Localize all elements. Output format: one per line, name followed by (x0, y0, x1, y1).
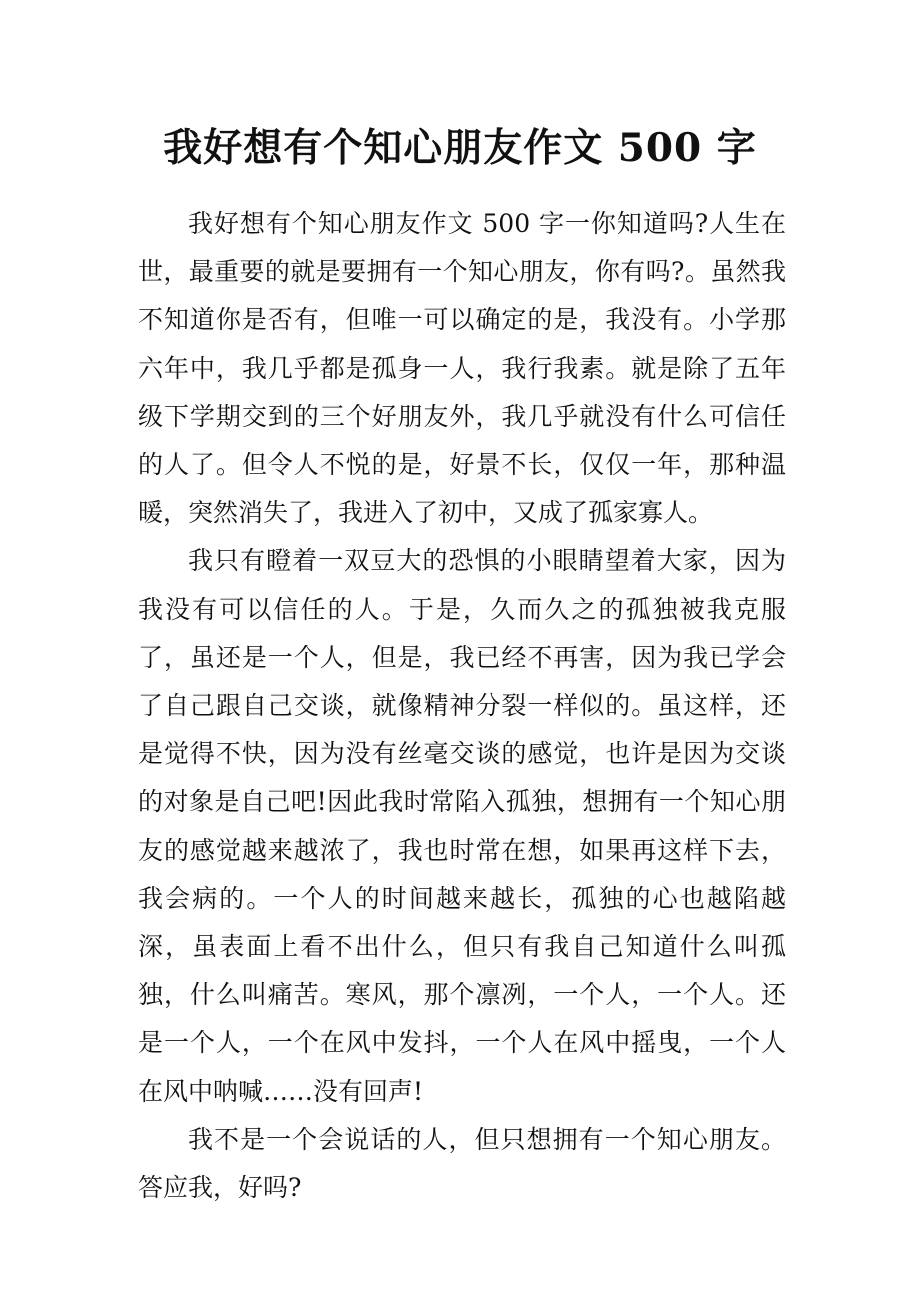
paragraph-1: 我好想有个知心朋友作文 500 字一你知道吗?人生在世，最重要的就是要拥有一个知心朋友，你有吗?。虽然我不知道你是否有，但唯一可以确定的是，我没有。小学那六年中，我几乎都是孤身一人，我行我素。就是除了五年级下学期交到的三个好朋友外，我几乎就没有什么可信任的人了。但令人不悦的是，好景不长，仅仅一年，那种温暖，突然消失了，我进入了初中，又成了孤家寡人。 (138, 209, 786, 528)
document-title: 我好想有个知心朋友作文 500 字 (163, 125, 757, 171)
paragraph-2: 我只有瞪着一双豆大的恐惧的小眼睛望着大家，因为我没有可以信任的人。于是，久而久之的孤独被我克服了，虽还是一个人，但是，我已经不再害，因为我已学会了自己跟自己交谈，就像精神分裂一样似的。虽这样，还是觉得不快，因为没有丝毫交谈的感觉，也许是因为交谈的对象是自己吧!因此我时常陷入孤独，想拥有一个知心朋友的感觉越来越浓了，我也时常在想，如果再这样下去，我会病的。一个人的时间越来越长，孤独的心也越陷越深，虽表面上看不出什么，但只有我自己知道什么叫孤独，什么叫痛苦。寒风，那个凛冽，一个人，一个人。还是一个人，一个在风中发抖，一个人在风中摇曳，一个人在风中呐喊……没有回声! (138, 546, 786, 1106)
paragraph-3: 我不是一个会说话的人，但只想拥有一个知心朋友。答应我，好吗? (138, 1124, 786, 1203)
document-body (138, 200, 786, 1212)
